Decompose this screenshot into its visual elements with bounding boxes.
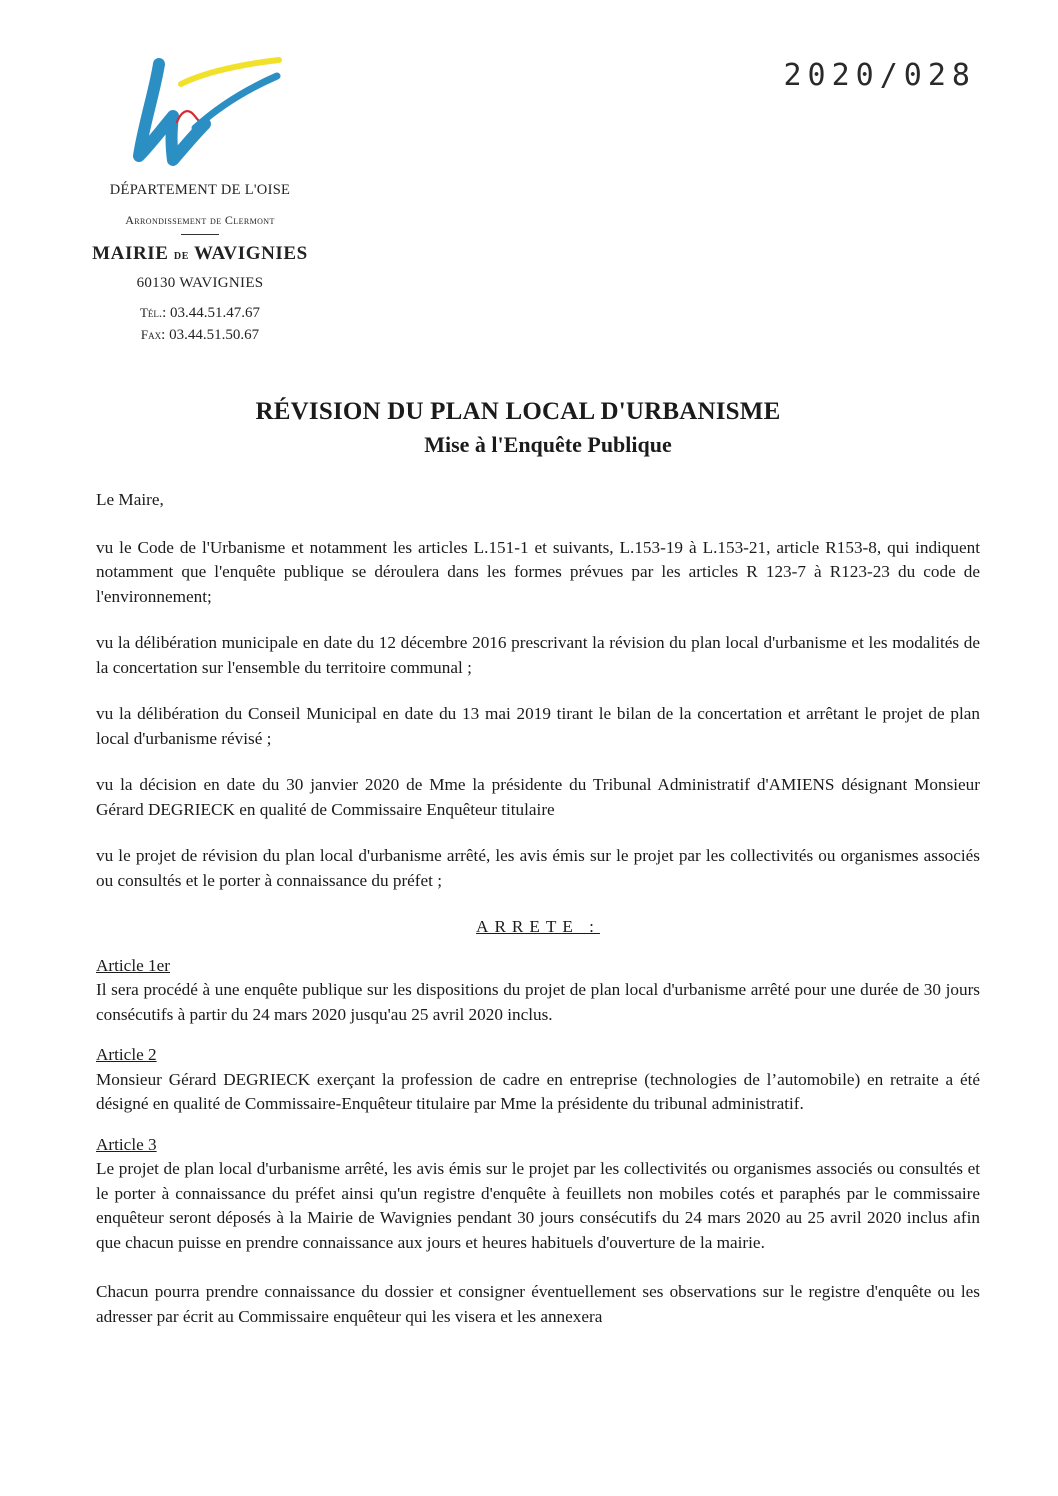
article-1 (96, 954, 980, 1028)
article-text: Monsieur Gérard DEGRIECK exerçant la profession de cadre en entreprise (technologies de l’automobile) en retraite a été désigné en qualité de Commissaire-Enquêteur titulaire par Mme la présidente du tribunal administratif. (96, 1069, 980, 1113)
letterhead (70, 182, 330, 346)
consideration-4: vu la décision en date du 30 janvier 2020 de Mme la présidente du Tribunal Administratif d'AMIENS désignant Monsieur Gérard DEGRIECK en qualité de Commissaire Enquêteur titulaire (96, 775, 980, 819)
reference-number: 2020/028 (783, 58, 976, 93)
article-2 (96, 1043, 980, 1117)
article-heading: Article 3 (96, 1134, 157, 1154)
greeting: Le Maire, (96, 490, 164, 509)
article-text: Le projet de plan local d'urbanisme arrêté, les avis émis sur le projet par les collectivités ou organismes associés ou consultés et le porter à connaissance du préfet ainsi qu'un registre d'enquête à feuillets non mobiles cotés et paraphés par le commissaire enquêteur seront déposés à la Mairie de Wavignies pendant 30 jours consécutifs du 24 mars 2020 au 25 avril 2020 inclus afin que chacun puisse en prendre connaissance aux jours et heures habituels d'ouverture de la mairie. (96, 1159, 980, 1252)
title-line-2: Mise à l'Enquête Publique (424, 432, 672, 457)
mairie-label: MAIRIE (92, 243, 169, 264)
document-body (96, 488, 980, 1329)
consideration-1: vu le Code de l'Urbanisme et notamment les articles L.151-1 et suivants, L.153-19 à L.153-21, article R153-8, qui indiquent notamment que l'enquête publique se déroulera dans les formes prévues par les articles R 123-7 à R123-23 du code de l'environnement; (96, 537, 980, 606)
phone-label: Tél. (139, 305, 163, 320)
closing-paragraph: Chacun pourra prendre connaissance du dossier et consigner éventuellement ses observations sur le registre d'enquête ou les adresser par écrit au Commissaire enquêteur qui les visera et les annexera (96, 1282, 980, 1326)
consideration-2: vu la délibération municipale en date du 12 décembre 2016 prescrivant la révision du plan local d'urbanisme et les modalités de la concertation sur l'ensemble du territoire communal ; (96, 633, 980, 677)
consideration-5: vu le projet de révision du plan local d'urbanisme arrêté, les avis émis sur le projet par les collectivités ou organismes associés ou consultés et le porter à connaissance du préfet ; (96, 846, 980, 890)
mairie-name (70, 243, 330, 265)
consideration-3: vu la délibération du Conseil Municipal en date du 13 mai 2019 tirant le bilan de la concertation et arrêtant le projet de plan local d'urbanisme révisé ; (96, 704, 980, 748)
mairie-de: de (173, 248, 190, 263)
department-name: DÉPARTEMENT DE L'OISE (109, 182, 291, 198)
fax-line (70, 324, 330, 346)
mairie-town: WAVIGNIES (194, 243, 308, 264)
article-3 (96, 1133, 980, 1256)
article-heading: Article 1er (96, 955, 170, 975)
city-postal: 60130 WAVIGNIES (136, 275, 264, 291)
letterhead-divider (181, 234, 219, 235)
title-line-1: RÉVISION DU PLAN LOCAL D'URBANISME (255, 398, 781, 425)
article-heading: Article 2 (96, 1045, 157, 1064)
arrete-heading: ARRETE : (476, 917, 600, 936)
fax-value: : 03.44.51.50.67 (161, 327, 260, 343)
document-title (0, 398, 1058, 458)
article-text: Il sera procédé à une enquête publique sur les dispositions du projet de plan local d'urbanisme arrêté pour une durée de 30 jours consécutifs à partir du 24 mars 2020 jusqu'au 25 avril 2020 inclus. (96, 980, 980, 1024)
wavignies-logo-icon (125, 50, 295, 175)
phone-value: : 03.44.51.47.67 (162, 305, 261, 321)
phone-line (70, 302, 330, 324)
fax-label: Fax (140, 327, 162, 342)
contact-block (70, 302, 330, 346)
arrondissement-name: Arrondissement de Clermont (125, 213, 275, 227)
